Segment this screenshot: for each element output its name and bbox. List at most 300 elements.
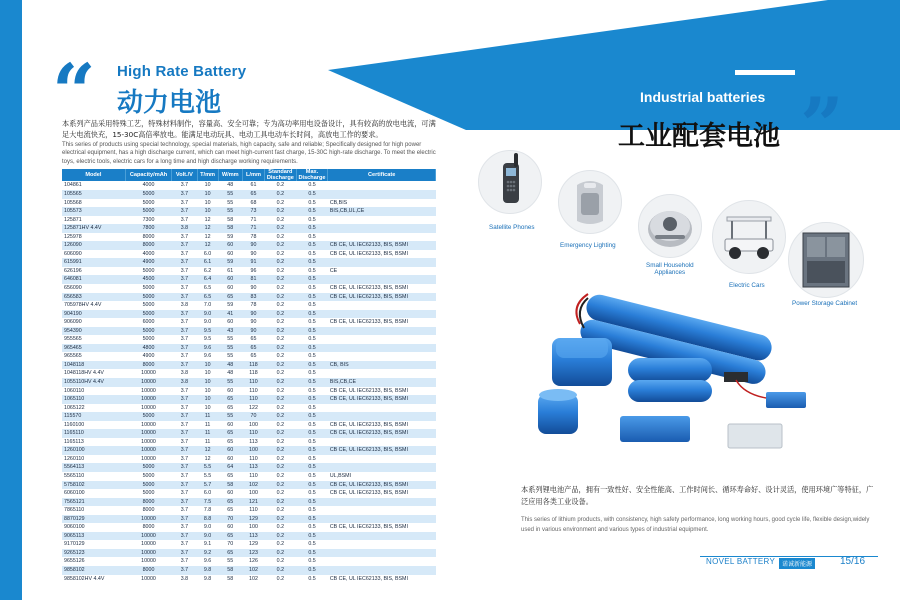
cell-length: 110 xyxy=(242,429,264,438)
cell-thickness: 12 xyxy=(197,224,218,233)
cell-max-discharge: 0.5 xyxy=(296,549,328,558)
spec-table xyxy=(62,169,436,583)
cell-certificate: CB CE, UL IEC62133, BIS, BSMI xyxy=(328,293,436,302)
cell-max-discharge: 0.5 xyxy=(296,412,328,421)
cell-volt: 3.7 xyxy=(172,275,197,284)
cell-volt: 3.7 xyxy=(172,455,197,464)
cell-standard-discharge: 0.2 xyxy=(265,463,297,472)
cell-max-discharge: 0.5 xyxy=(296,540,328,549)
label-electric-cars: Electric Cars xyxy=(729,282,765,289)
cell-width: 64 xyxy=(218,463,242,472)
cell-max-discharge: 0.5 xyxy=(296,335,328,344)
cell-capacity: 8000 xyxy=(125,498,171,507)
cell-standard-discharge: 0.2 xyxy=(265,199,297,208)
table-row xyxy=(62,318,436,327)
cell-volt: 3.7 xyxy=(172,344,197,353)
table-row xyxy=(62,224,436,233)
table-row xyxy=(62,216,436,225)
close-quote-mark: ” xyxy=(800,81,844,170)
cell-capacity: 10000 xyxy=(125,395,171,404)
cell-capacity: 5000 xyxy=(125,327,171,336)
cell-length: 110 xyxy=(242,472,264,481)
table-row xyxy=(62,540,436,549)
table-row xyxy=(62,361,436,370)
cell-standard-discharge: 0.2 xyxy=(265,327,297,336)
cell-volt: 3.7 xyxy=(172,267,197,276)
cell-volt: 3.7 xyxy=(172,404,197,413)
cell-standard-discharge: 0.2 xyxy=(265,369,297,378)
table-row xyxy=(62,258,436,267)
cell-thickness: 10 xyxy=(197,395,218,404)
cell-standard-discharge: 0.2 xyxy=(265,284,297,293)
cell-volt: 3.7 xyxy=(172,310,197,319)
cell-length: 83 xyxy=(242,293,264,302)
cell-max-discharge: 0.5 xyxy=(296,395,328,404)
cell-width: 65 xyxy=(218,549,242,558)
cell-width: 61 xyxy=(218,267,242,276)
cell-certificate xyxy=(328,498,436,507)
cell-capacity: 10000 xyxy=(125,549,171,558)
cell-model: 1060110 xyxy=(62,387,125,396)
table-row xyxy=(62,472,436,481)
cell-model: 9265123 xyxy=(62,549,125,558)
cell-length: 110 xyxy=(242,378,264,387)
cell-width: 55 xyxy=(218,557,242,566)
cell-length: 113 xyxy=(242,438,264,447)
cell-max-discharge: 0.5 xyxy=(296,506,328,515)
cell-certificate xyxy=(328,549,436,558)
table-row xyxy=(62,275,436,284)
cell-width: 65 xyxy=(218,472,242,481)
cell-max-discharge: 0.5 xyxy=(296,181,328,190)
spec-table-wrapper xyxy=(62,169,436,583)
cell-volt: 3.7 xyxy=(172,199,197,208)
table-row xyxy=(62,532,436,541)
cell-standard-discharge: 0.2 xyxy=(265,216,297,225)
cell-max-discharge: 0.5 xyxy=(296,267,328,276)
section-title-cn: 动力电池 xyxy=(117,88,222,118)
cell-certificate xyxy=(328,233,436,242)
left-accent-bar xyxy=(0,0,22,600)
cell-thickness: 11 xyxy=(197,421,218,430)
cell-volt: 3.7 xyxy=(172,532,197,541)
cell-max-discharge: 0.5 xyxy=(296,515,328,524)
cell-model: 1048118 xyxy=(62,361,125,370)
footer-badge: 诺诚新能源 xyxy=(779,558,815,569)
industrial-description-en: This series of lithium products, with consistency, high safety performance, long working hours, good cycle life, flexible design,widely used in various environment and various types of industrial equipment. xyxy=(521,517,870,533)
cell-volt: 3.7 xyxy=(172,293,197,302)
cell-model: 1065110 xyxy=(62,395,125,404)
cell-length: 102 xyxy=(242,575,264,584)
cell-thickness: 5.7 xyxy=(197,481,218,490)
cell-standard-discharge: 0.2 xyxy=(265,557,297,566)
cell-capacity: 7800 xyxy=(125,224,171,233)
cell-max-discharge: 0.5 xyxy=(296,199,328,208)
cell-width: 60 xyxy=(218,318,242,327)
table-row xyxy=(62,190,436,199)
cell-standard-discharge: 0.2 xyxy=(265,387,297,396)
cell-length: 78 xyxy=(242,233,264,242)
cell-thickness: 5.5 xyxy=(197,463,218,472)
cell-max-discharge: 0.5 xyxy=(296,498,328,507)
cell-model: 965565 xyxy=(62,352,125,361)
cell-volt: 3.7 xyxy=(172,463,197,472)
table-row xyxy=(62,233,436,242)
battery-packs-illustration xyxy=(530,276,830,466)
cell-certificate: CE xyxy=(328,267,436,276)
cell-length: 65 xyxy=(242,344,264,353)
cell-thickness: 6.0 xyxy=(197,489,218,498)
cell-certificate xyxy=(328,404,436,413)
cell-length: 65 xyxy=(242,352,264,361)
satellite-phone-image xyxy=(478,150,542,214)
cell-standard-discharge: 0.2 xyxy=(265,233,297,242)
cell-capacity: 10000 xyxy=(125,557,171,566)
cell-certificate xyxy=(328,412,436,421)
cell-length: 129 xyxy=(242,515,264,524)
cell-model: 126090 xyxy=(62,241,125,250)
cell-certificate xyxy=(328,506,436,515)
cell-volt: 3.7 xyxy=(172,472,197,481)
cell-length: 110 xyxy=(242,387,264,396)
cell-certificate xyxy=(328,463,436,472)
cell-length: 71 xyxy=(242,216,264,225)
cell-certificate xyxy=(328,369,436,378)
cell-capacity: 10000 xyxy=(125,421,171,430)
cell-width: 65 xyxy=(218,532,242,541)
cell-length: 68 xyxy=(242,199,264,208)
industrial-title-cn: 工业配套电池 xyxy=(618,121,780,152)
cell-volt: 3.7 xyxy=(172,506,197,515)
cell-certificate: CB CE, UL IEC62133, BIS, BSMI xyxy=(328,481,436,490)
cell-certificate xyxy=(328,181,436,190)
cell-standard-discharge: 0.2 xyxy=(265,455,297,464)
table-row xyxy=(62,515,436,524)
cell-capacity: 10000 xyxy=(125,378,171,387)
cell-max-discharge: 0.5 xyxy=(296,361,328,370)
header-volt: Volt./V xyxy=(172,169,197,181)
table-row xyxy=(62,199,436,208)
cell-volt: 3.7 xyxy=(172,515,197,524)
cell-capacity: 4900 xyxy=(125,258,171,267)
cell-max-discharge: 0.5 xyxy=(296,575,328,584)
cell-standard-discharge: 0.2 xyxy=(265,241,297,250)
cell-length: 100 xyxy=(242,421,264,430)
cell-capacity: 5000 xyxy=(125,293,171,302)
table-row xyxy=(62,421,436,430)
cell-length: 90 xyxy=(242,310,264,319)
cell-max-discharge: 0.5 xyxy=(296,207,328,216)
cell-capacity: 5000 xyxy=(125,489,171,498)
cell-max-discharge: 0.5 xyxy=(296,327,328,336)
cell-thickness: 8.8 xyxy=(197,515,218,524)
table-row xyxy=(62,557,436,566)
table-row xyxy=(62,284,436,293)
cell-length: 121 xyxy=(242,498,264,507)
table-row xyxy=(62,438,436,447)
cell-length: 102 xyxy=(242,481,264,490)
cell-max-discharge: 0.5 xyxy=(296,557,328,566)
cell-certificate: BIS,CB,CE xyxy=(328,378,436,387)
table-header-row xyxy=(62,169,436,181)
cell-capacity: 5000 xyxy=(125,481,171,490)
cell-thickness: 10 xyxy=(197,190,218,199)
cell-model: 9170129 xyxy=(62,540,125,549)
cell-length: 113 xyxy=(242,463,264,472)
cell-standard-discharge: 0.2 xyxy=(265,523,297,532)
cell-certificate: CB CE, UL IEC62133, BIS, BSMI xyxy=(328,421,436,430)
cell-width: 55 xyxy=(218,352,242,361)
label-household-line2: Appliances xyxy=(654,269,686,276)
cell-max-discharge: 0.5 xyxy=(296,293,328,302)
cell-volt: 3.8 xyxy=(172,369,197,378)
cell-standard-discharge: 0.2 xyxy=(265,275,297,284)
cell-standard-discharge: 0.2 xyxy=(265,250,297,259)
cell-max-discharge: 0.5 xyxy=(296,284,328,293)
table-row xyxy=(62,489,436,498)
cell-model: 965465 xyxy=(62,344,125,353)
table-row xyxy=(62,404,436,413)
cell-model: 5565110 xyxy=(62,472,125,481)
table-row xyxy=(62,293,436,302)
cell-max-discharge: 0.5 xyxy=(296,258,328,267)
cell-thickness: 10 xyxy=(197,207,218,216)
table-row xyxy=(62,267,436,276)
cell-width: 58 xyxy=(218,481,242,490)
cell-certificate: CB CE, UL IEC62133, BIS, BSMI xyxy=(328,318,436,327)
cell-volt: 3.7 xyxy=(172,549,197,558)
table-row xyxy=(62,481,436,490)
cell-width: 60 xyxy=(218,241,242,250)
cell-thickness: 9.5 xyxy=(197,327,218,336)
cell-thickness: 12 xyxy=(197,241,218,250)
cell-capacity: 4000 xyxy=(125,181,171,190)
cell-width: 65 xyxy=(218,395,242,404)
cell-capacity: 10000 xyxy=(125,515,171,524)
cell-max-discharge: 0.5 xyxy=(296,446,328,455)
cell-model: 615991 xyxy=(62,258,125,267)
cell-thickness: 9.1 xyxy=(197,540,218,549)
cell-standard-discharge: 0.2 xyxy=(265,438,297,447)
cell-model: 906090 xyxy=(62,318,125,327)
cell-width: 55 xyxy=(218,412,242,421)
cell-certificate xyxy=(328,566,436,575)
robot-vacuum-icon xyxy=(639,195,701,257)
cell-length: 90 xyxy=(242,318,264,327)
cell-model: 1260100 xyxy=(62,446,125,455)
cell-length: 90 xyxy=(242,241,264,250)
cell-width: 41 xyxy=(218,310,242,319)
cell-width: 55 xyxy=(218,207,242,216)
table-row xyxy=(62,395,436,404)
cell-standard-discharge: 0.2 xyxy=(265,224,297,233)
cell-standard-discharge: 0.2 xyxy=(265,549,297,558)
cell-certificate: CB CE, UL IEC62133, BIS, BSMI xyxy=(328,489,436,498)
cell-length: 100 xyxy=(242,523,264,532)
cell-length: 90 xyxy=(242,327,264,336)
label-power-storage-cabinet: Power Storage Cabinet xyxy=(792,300,858,307)
cell-model: 9060100 xyxy=(62,523,125,532)
cell-width: 70 xyxy=(218,540,242,549)
cell-model: 1165113 xyxy=(62,438,125,447)
table-row xyxy=(62,506,436,515)
electric-car-image xyxy=(712,200,786,274)
cell-model: 7865110 xyxy=(62,506,125,515)
cell-volt: 3.7 xyxy=(172,523,197,532)
cell-model: 9655126 xyxy=(62,557,125,566)
cell-thickness: 9.6 xyxy=(197,557,218,566)
cell-certificate: UL,BSMI xyxy=(328,472,436,481)
cell-max-discharge: 0.5 xyxy=(296,438,328,447)
cell-certificate xyxy=(328,310,436,319)
table-row xyxy=(62,301,436,310)
cell-certificate xyxy=(328,438,436,447)
cell-max-discharge: 0.5 xyxy=(296,241,328,250)
cell-thickness: 11 xyxy=(197,438,218,447)
cell-model: 105565 xyxy=(62,190,125,199)
table-row xyxy=(62,335,436,344)
cell-max-discharge: 0.5 xyxy=(296,532,328,541)
cell-capacity: 10000 xyxy=(125,540,171,549)
cell-model: 105568 xyxy=(62,199,125,208)
cell-model: 1260110 xyxy=(62,455,125,464)
cell-volt: 3.7 xyxy=(172,566,197,575)
table-row xyxy=(62,455,436,464)
cell-capacity: 4800 xyxy=(125,344,171,353)
cell-width: 60 xyxy=(218,284,242,293)
table-row xyxy=(62,352,436,361)
cell-model: 5564113 xyxy=(62,463,125,472)
cell-thickness: 9.8 xyxy=(197,566,218,575)
cell-max-discharge: 0.5 xyxy=(296,216,328,225)
cell-width: 65 xyxy=(218,438,242,447)
cell-width: 48 xyxy=(218,361,242,370)
cell-capacity: 5000 xyxy=(125,412,171,421)
cell-volt: 3.8 xyxy=(172,575,197,584)
cell-certificate: CB CE, UL IEC62133, BIS, BSMI xyxy=(328,446,436,455)
cell-capacity: 8000 xyxy=(125,241,171,250)
cell-max-discharge: 0.5 xyxy=(296,352,328,361)
cell-max-discharge: 0.5 xyxy=(296,378,328,387)
cell-capacity: 8000 xyxy=(125,523,171,532)
cell-length: 129 xyxy=(242,540,264,549)
cell-max-discharge: 0.5 xyxy=(296,224,328,233)
cell-standard-discharge: 0.2 xyxy=(265,498,297,507)
cell-width: 60 xyxy=(218,455,242,464)
cell-max-discharge: 0.5 xyxy=(296,404,328,413)
cell-standard-discharge: 0.2 xyxy=(265,344,297,353)
cell-capacity: 10000 xyxy=(125,404,171,413)
cell-volt: 3.7 xyxy=(172,335,197,344)
cell-width: 58 xyxy=(218,575,242,584)
table-row xyxy=(62,549,436,558)
page-number: 15/16 xyxy=(840,556,866,567)
label-household-line1: Small Household xyxy=(646,262,694,269)
label-household-appliances xyxy=(646,262,694,276)
cell-width: 65 xyxy=(218,404,242,413)
cell-standard-discharge: 0.2 xyxy=(265,395,297,404)
cell-standard-discharge: 0.2 xyxy=(265,310,297,319)
cell-width: 48 xyxy=(218,181,242,190)
description-en: This series of products using special technology, special materials, high capacity, safe and reliable; Specifically designed for high power electrical equipment, has a high discharge current, which can meet high-current fast charge, 15-30C high-rate discharge. To meet the electric toys, electric tools, electric cars for a long time and high discharge working requirements. xyxy=(62,142,436,165)
industrial-title-en: Industrial batteries xyxy=(640,89,766,105)
table-row xyxy=(62,523,436,532)
cell-standard-discharge: 0.2 xyxy=(265,267,297,276)
description-cn: 本系列产品采用特殊工艺，特殊材料制作，容量高、安全可靠；专为高功率用电设备设计，具有较高的放电电流，可满足大电流快充，15-30C高倍率放电。能满足电动玩具、电动工具电动车长时间，高放电工作的要求。 xyxy=(62,119,436,139)
cell-volt: 3.7 xyxy=(172,327,197,336)
cell-volt: 3.7 xyxy=(172,361,197,370)
cell-model: 1048118HV 4.4V xyxy=(62,369,125,378)
emergency-light-icon xyxy=(559,171,621,233)
cell-length: 90 xyxy=(242,250,264,259)
table-row xyxy=(62,181,436,190)
emergency-light-image xyxy=(558,170,622,234)
header-length: L/mm xyxy=(242,169,264,181)
cell-capacity: 5000 xyxy=(125,199,171,208)
cell-model: 656090 xyxy=(62,284,125,293)
cell-thickness: 9.0 xyxy=(197,310,218,319)
cell-length: 73 xyxy=(242,207,264,216)
cell-standard-discharge: 0.2 xyxy=(265,318,297,327)
cell-volt: 3.8 xyxy=(172,378,197,387)
cell-thickness: 5.5 xyxy=(197,472,218,481)
cell-capacity: 5000 xyxy=(125,472,171,481)
cell-certificate xyxy=(328,344,436,353)
cell-thickness: 9.0 xyxy=(197,318,218,327)
cell-standard-discharge: 0.2 xyxy=(265,301,297,310)
cell-volt: 3.7 xyxy=(172,352,197,361)
cell-standard-discharge: 0.2 xyxy=(265,207,297,216)
cell-length: 126 xyxy=(242,557,264,566)
cell-model: 105573 xyxy=(62,207,125,216)
cell-capacity: 5000 xyxy=(125,207,171,216)
cell-max-discharge: 0.5 xyxy=(296,387,328,396)
cell-model: 104861 xyxy=(62,181,125,190)
table-row xyxy=(62,207,436,216)
cell-model: 904190 xyxy=(62,310,125,319)
cell-thickness: 9.0 xyxy=(197,523,218,532)
cell-max-discharge: 0.5 xyxy=(296,455,328,464)
cell-width: 70 xyxy=(218,515,242,524)
cell-model: 5758102 xyxy=(62,481,125,490)
cell-certificate: CB CE, UL IEC62133, BIS, BSMI xyxy=(328,523,436,532)
cell-volt: 3.7 xyxy=(172,481,197,490)
cell-standard-discharge: 0.2 xyxy=(265,335,297,344)
label-emergency-lighting: Emergency Lighting xyxy=(560,242,616,249)
header-standard-discharge: Standard Discharge xyxy=(265,169,297,181)
cell-thickness: 11 xyxy=(197,412,218,421)
cell-max-discharge: 0.5 xyxy=(296,250,328,259)
cell-volt: 3.7 xyxy=(172,395,197,404)
cell-max-discharge: 0.5 xyxy=(296,463,328,472)
cell-length: 61 xyxy=(242,181,264,190)
cell-model: 954390 xyxy=(62,327,125,336)
cell-width: 58 xyxy=(218,216,242,225)
cell-standard-discharge: 0.2 xyxy=(265,506,297,515)
cell-volt: 3.7 xyxy=(172,412,197,421)
label-satellite-phones: Satellite Phones xyxy=(489,224,535,231)
cell-standard-discharge: 0.2 xyxy=(265,515,297,524)
cell-length: 91 xyxy=(242,258,264,267)
table-row xyxy=(62,387,436,396)
cell-max-discharge: 0.5 xyxy=(296,421,328,430)
section-title-en: High Rate Battery xyxy=(117,63,247,80)
cell-certificate xyxy=(328,327,436,336)
cell-max-discharge: 0.5 xyxy=(296,190,328,199)
cell-thickness: 6.5 xyxy=(197,293,218,302)
cell-volt: 3.7 xyxy=(172,190,197,199)
cell-thickness: 7.8 xyxy=(197,506,218,515)
